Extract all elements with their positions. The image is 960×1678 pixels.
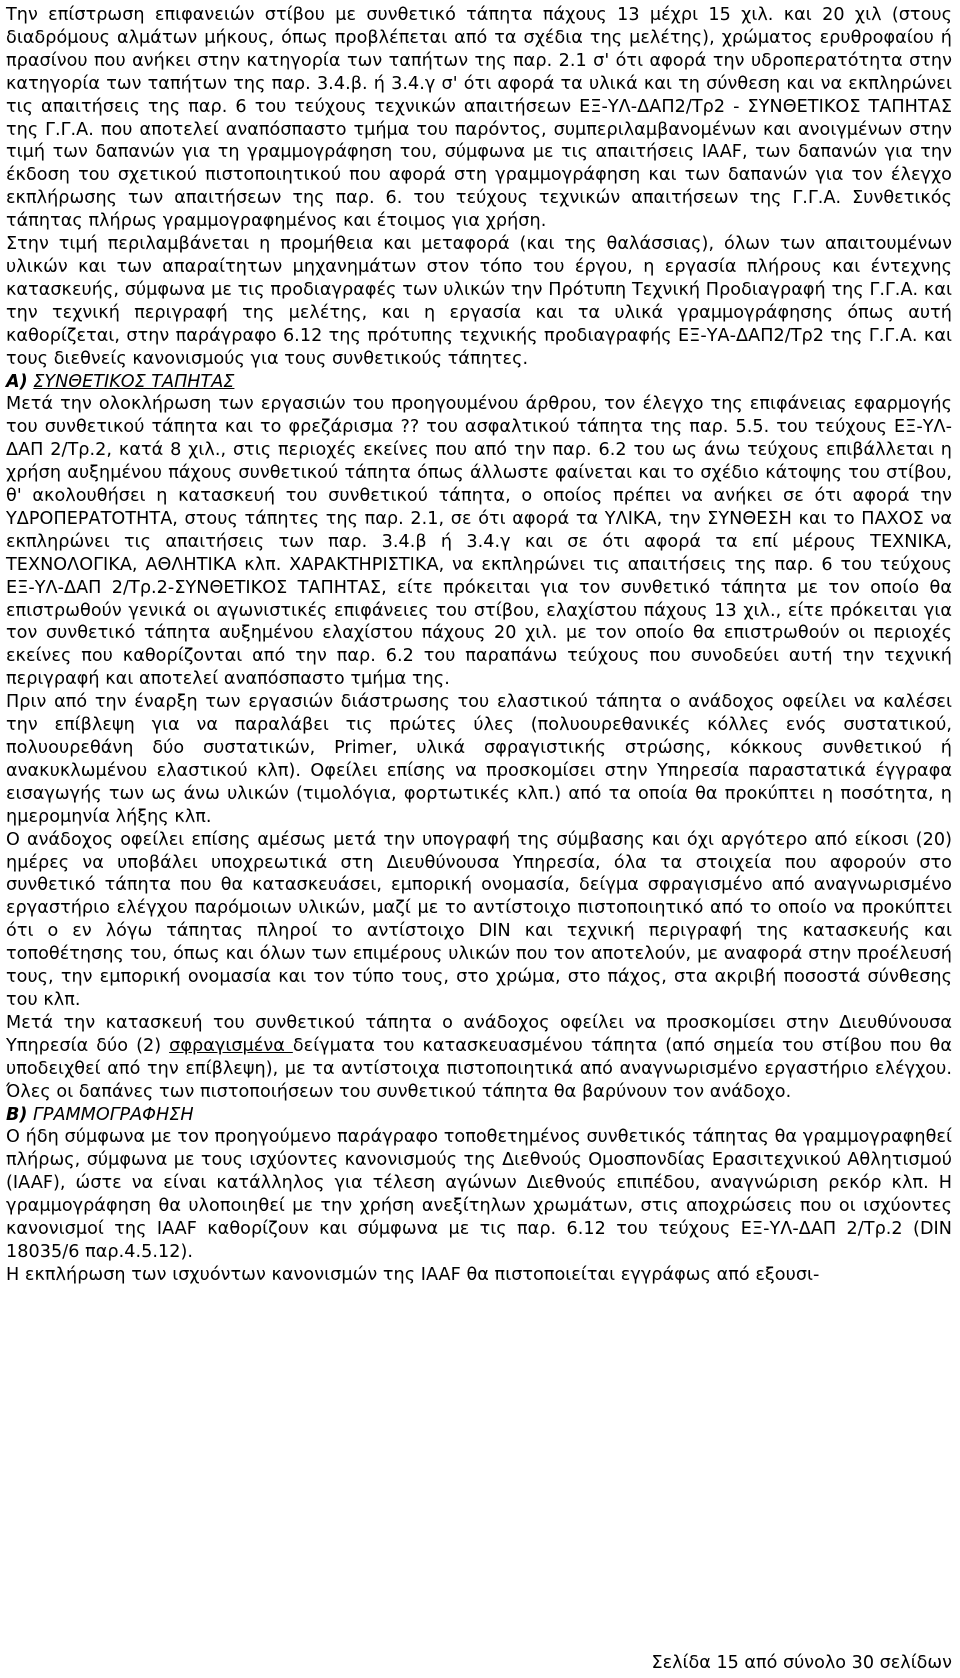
section-a-letter: Α) [6, 371, 28, 392]
paragraph-contractor-submission: Ο ανάδοχος οφείλει επίσης αμέσως μετά την υπογραφή της σύμβασης και όχι αργότερο από είκοσι (20) ημέρες να υποβάλει υποχρεωτικά στη Διευθύνουσα Υπηρεσία, όλα τα στοιχεία που αφορούν στο συνθετικό τάπητα που θα κατασκευάσει, εμπορική ονομασία, δείγμα σφραγισμένο από αναγνωρισμένο εργαστήριο ελέγχου παρόμοιων υλικών, μαζί με το αντίστοιχο πιστοποιητικό από το οποίο να προκύπτει ότι ο εν λόγω τάπητας πληροί το αντίστοιχο DIN και τεχνική περιγραφή της κατασκευής και τοποθέτησης του, όπως και όλων των επιμέρους υλικών που τον αποτελούν, με αναφορά στην προέλευσή τους, την εμπορική ονομασία και τον τύπο τους, στο χρώμα, στο πάχος, στα ακριβή ποσοστά σύνθεσης του κλπ. [6, 829, 952, 1010]
paragraph-certification: Η εκπλήρωση των ισχυόντων κανονισμών της IAAF θα πιστοποιείται εγγράφως από εξουσι- [6, 1264, 820, 1285]
document-page [6, 4, 952, 1287]
section-b-title: ΓΡΑΜΜΟΓΡΑΦΗΣΗ [33, 1104, 194, 1125]
section-heading-b [6, 1104, 952, 1127]
samples-text-start: Μετά την κατασκευή του συνθετικού τάπητα ο ανάδοχος οφείλει να προσκομίσει στην Διευθύνουσα Υπηρεσία δύο (2) [6, 1012, 952, 1056]
paragraph-price-includes: Στην τιμή περιλαμβάνεται η προμήθεια και μεταφορά (και της θαλάσσιας), όλων των απαιτουμένων υλικών και των απαραίτητων μηχανημάτων στον τόπο του έργου, η εργασία πλήρους και έντεχνης κατασκευής, σύμφωνα με τις προδιαγραφές των υλικών την Πρότυπη Τεχνική Προδιαγραφή της Γ.Γ.Α. και την τεχνική περιγραφή της μελέτης, και η εργασία και τα υλικά γραμμογράφησης όπως αυτή καθορίζεται, στην παράγραφο 6.12 της πρότυπης τεχνικής προδιαγραφής ΕΞ-ΥΑ-ΔΑΠ2/Τρ2 της Γ.Γ.Α. και τους διεθνείς κανονισμούς για τους συνθετικούς τάπητες. [6, 234, 952, 369]
section-b-letter: Β) [6, 1104, 28, 1125]
page-number-footer: Σελίδα 15 από σύνολο 30 σελίδων [651, 1653, 952, 1673]
paragraph-intro: Την επίστρωση επιφανειών στίβου με συνθετικό τάπητα πάχους 13 μέχρι 15 χιλ. και 20 χιλ (στους διαδρόμους αλμάτων μήκους, όπως προβλέπεται από τα σχέδια της μελέτης), χρώματος ερυθροφαίου ή πρασίνου που ανήκει στην κατηγορία των ταπήτων της παρ. 2.1 σ' ότι αφορά την υδροπερατότητα στην κατηγορία των ταπήτων της παρ. 3.4.β. ή 3.4.γ σ' ότι αφορά τα υλικά και τη σύνθεση και να εκπληρώνει τις απαιτήσεις της παρ. 6 του τεύχους τεχνικών απαιτήσεων ΕΞ-ΥΛ-ΔΑΠ2/Τρ2 - ΣΥΝΘΕΤΙΚΟΣ ΤΑΠΗΤΑΣ της Γ.Γ.Α. που αποτελεί αναπόσπαστο τμήμα του παρόντος, συμπεριλαμβανομένων και ανοιγμένων στην τιμή των δαπανών για τη γραμμογράφηση του, σύμφωνα με τις απαιτήσεις IAAF, των δαπανών για την έκδοση του σχετικού πιστοποιητικού που αφορά στη γραμμογράφηση και των δαπανών για τον έλεγχο εκπλήρωσης των απαιτήσεων της παρ. 6. του τεύχους τεχνικών απαιτήσεων της Γ.Γ.Α. Συνθετικός τάπητας πλήρως γραμμογραφημένος και έτοιμος για χρήση. [6, 5, 952, 232]
samples-text-end: δείγματα του κατασκευασμένου τάπητα (από σημεία του στίβου που θα υποδειχθεί από την επίβλεψη), με τα αντίστοιχα πιστοποιητικά από αναγνωρισμένο εργαστήριο ελέγχου. Όλες οι δαπάνες των πιστοποιήσεων του συνθετικού τάπητα θα βαρύνουν τον ανάδοχο. [6, 1035, 952, 1102]
paragraph-samples [6, 1012, 952, 1104]
section-a-title: ΣΥΝΘΕΤΙΚΟΣ ΤΑΠΗΤΑΣ [33, 371, 235, 392]
section-heading-a [6, 371, 952, 394]
paragraph-construction: Μετά την ολοκλήρωση των εργασιών του προηγουμένου άρθρου, τον έλεγχο της επιφάνειας εφαρμογής του συνθετικού τάπητα και το φρεζάρισμα ?? του ασφαλτικού τάπητα της παρ. 5.5. του τεύχους ΕΞ-ΥΛ-ΔΑΠ 2/Τρ.2, κατά 8 χιλ., στις περιοχές εκείνες που από την παρ. 6.2 του ως άνω τεύχους επιβάλλεται η χρήση αυξημένου πάχους συνθετικού τάπητα όπως άλλωστε φαίνεται και το σχέδιο κάτοψης του στίβου, θ' ακολουθήσει η κατασκευή του συνθετικού τάπητα, ο οποίος πρέπει να ανήκει σε ότι αφορά την ΥΔΡΟΠΕΡΑΤΟΤΗΤΑ, στους τάπητες της παρ. 2.1, σε ότι αφορά τα ΥΛΙΚΑ, την ΣΥΝΘΕΣΗ και το ΠΑΧΟΣ να εκπληρώνει τις απαιτήσεις των παρ. 3.4.β ή 3.4.γ και σε ότι αφορά τα επί μέρους ΤΕΧΝΙΚΑ, ΤΕΧΝΟΛΟΓΙΚΑ, ΑΘΛΗΤΙΚΑ κλπ. ΧΑΡΑΚΤΗΡΙΣΤΙΚΑ, να εκπληρώνει τις απαιτήσεις της παρ. 6 του τεύχους ΕΞ-ΥΛ-ΔΑΠ 2/Τρ.2-ΣΥΝΘΕΤΙΚΟΣ ΤΑΠΗΤΑΣ, είτε πρόκειται για τον συνθετικό τάπητα με τον οποίο θα επιστρωθούν γενικά οι αγωνιστικές επιφάνειες του στίβου, ελαχίστου πάχους 13 χιλ., είτε πρόκειται για τον συνθετικό τάπητα αυξημένου ελαχίστου πάχους 20 χιλ. με τον οποίο θα επιστρωθούν οι περιοχές εκείνες που καθορίζονται από την παρ. 6.2 του παραπάνω τεύχους που συνοδεύει αυτή την τεχνική περιγραφή και αποτελεί αναπόσπαστο τμήμα της. [6, 394, 952, 690]
paragraph-materials-inspection: Πριν από την έναρξη των εργασιών διάστρωσης του ελαστικού τάπητα ο ανάδοχος οφείλει να καλέσει την επίβλεψη για να παραλάβει τις πρώτες ύλες (πολυουρεθανικές κόλλες ενός συστατικού, πολυουρεθάνη δύο συστατικών, Primer, υλικά σφραγιστικής στρώσης, κόκκους συνθετικού ή ανακυκλωμένου ελαστικού κλπ). Οφείλει επίσης να προσκομίσει στην Υπηρεσία παραστατικά έγγραφα εισαγωγής των ως άνω υλικών (τιμολόγια, φορτωτικές κλπ.) από τα οποία θα προκύπτει η ποσότητα, η ημερομηνία λήξης κλπ. [6, 692, 952, 827]
samples-underlined-word: σφραγισμένα [169, 1035, 293, 1056]
paragraph-line-marking: Ο ήδη σύμφωνα με τον προηγούμενο παράγραφο τοποθετημένος συνθετικός τάπητας θα γραμμογραφηθεί πλήρως, σύμφωνα με τους ισχύοντες κανονισμούς της Διεθνούς Ομοσπονδίας Ερασιτεχνικού Αθλητισμού (IAAF), ώστε να είναι κατάλληλος για τέλεση αγώνων Διεθνούς επιπέδου, αναγνώριση ρεκόρ κλπ. Η γραμμογράφηση θα υλοποιηθεί με την χρήση ανεξίτηλων χρωμάτων, στις αποχρώσεις που οι ισχύοντες κανονισμοί της IAAF καθορίζουν και σύμφωνα με τις παρ. 6.12 του τεύχους ΕΞ-ΥΛ-ΔΑΠ 2/Τρ.2 (DIN 18035/6 παρ.4.5.12). [6, 1127, 952, 1262]
